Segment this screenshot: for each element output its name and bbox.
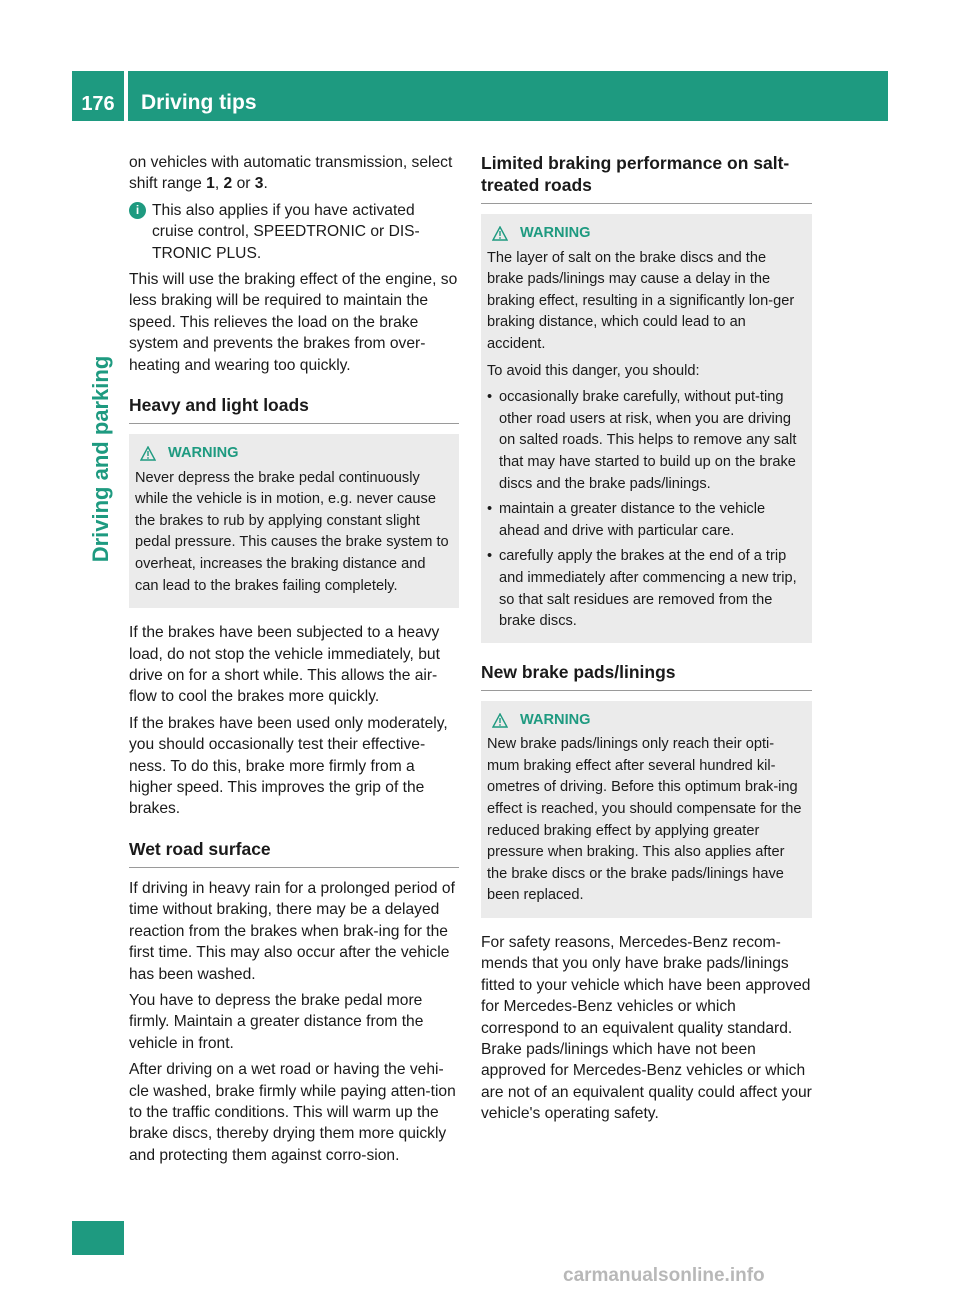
wet-road-heading: Wet road surface [129,838,459,868]
section-title: Driving tips [141,91,257,114]
right-column [481,152,812,1130]
brake-pads-warning-box [481,701,812,918]
side-tab-marker [72,1221,124,1255]
salt-roads-heading: Limited braking performance on salt-treated roads [481,152,812,204]
page-number: 176 [81,93,115,115]
warning-header [487,223,805,245]
bullet-icon: • [487,389,493,406]
warning-label: WARNING [168,445,239,462]
warning-label: WARNING [520,225,591,241]
warning-text: The layer of salt on the brake discs and the brake pads/linings may cause a delay in the braking effect, resulting in a significantly lon-ger braking distance, which could lead to an accident. [487,249,795,352]
bullet-icon: • [487,548,493,565]
warning-triangle-icon [492,713,508,728]
warning-text: Never depress the brake pedal continuously while the vehicle is in motion, e.g. never cause the brakes to rub by applying constant slight pedal pressure. This causes the brake system to overheat, increases the braking distance and can lead to the brakes failing completely. [135,469,449,594]
info-note [129,200,459,264]
wet-para-3: After driving on a wet road or having the vehi-cle washed, brake firmly while paying atten-tion to the traffic conditions. This will warm up the brake discs, thereby drying them more quickly and protecting them against corro-sion. [129,1061,456,1164]
brake-pads-paragraph: For safety reasons, Mercedes-Benz recom-mends that you only have brake pads/linings fitted to your vehicle which have been approved for Mercedes-Benz vehicles or which correspond to an equivalent quality standard. Brake pads/linings which have not been approved for Mercedes-Benz vehicles or which are not of an equivalent quality could affect your vehicle's operating safety. [481,934,812,1123]
warning-avoid-intro: To avoid this danger, you should: [487,362,700,379]
heavy-para-1: If the brakes have been subjected to a heavy load, do not stop the vehicle immediately, but drive on for a short while. This allows the air-flow to cool the brakes more quickly. [129,624,440,706]
brake-pads-heading: New brake pads/linings [481,661,812,691]
warning-header [135,443,452,465]
intro-paragraph: on vehicles with automatic transmission, select shift range 1, 2 or 3. [129,154,453,193]
info-note-text: This also applies if you have activated cruise control, SPEEDTRONIC or DIS-TRONIC PLUS. [152,201,420,262]
heavy-para-2: If the brakes have been used only moderately, you should occasionally test their effective-ness. To do this, brake more firmly from a higher speed. This improves the grip of the brakes. [129,714,448,818]
warning-text: New brake pads/linings only reach their opti-mum braking effect after several hundred kil-ometres of driving. Before this optimum brak-ing effect is reached, you should compensate for the reduced braking effect by applying greater pressure when braking. This also applies after the brake discs or the brake pads/linings have been replaced. [487,736,802,904]
watermark: carmanualsonline.info [563,1265,765,1286]
list-item: • carefully apply the brakes at the end of a trip and immediately after commencing a new trip, so that salt residues are removed from the brake discs. [487,546,805,632]
heavy-loads-heading: Heavy and light loads [129,394,459,424]
side-chapter-label-text: Driving and parking [88,355,113,563]
heavy-loads-warning-box [129,434,459,608]
list-item: • maintain a greater distance to the vehicle ahead and drive with particular care. [487,499,805,542]
warning-header [487,710,805,732]
side-chapter-label [86,244,124,674]
salt-warning-box [481,214,812,643]
warning-label: WARNING [520,711,591,728]
list-item: • occasionally brake carefully, without put-ting other road users at risk, when you are driving on salted roads. This helps to remove any salt that may have started to build up on the brake discs and the brake pads/linings. [487,387,805,495]
warning-triangle-icon [140,446,156,461]
left-column [129,152,459,1171]
bullet-icon: • [487,501,493,518]
info-icon: i [129,202,146,219]
braking-paragraph: This will use the braking effect of the engine, so less braking will be required to maintain the speed. This relieves the load on the brake system and prevents the brakes from over-heating and wearing too quickly. [129,271,458,374]
wet-para-1: If driving in heavy rain for a prolonged period of time without braking, there may be a delayed reaction from the brakes when brak-ing for the first time. This may also occur after the vehicle has been washed. [129,879,455,983]
warning-triangle-icon [492,226,508,241]
wet-para-2: You have to depress the brake pedal more firmly. Maintain a greater distance from the vehicle in front. [129,991,424,1052]
